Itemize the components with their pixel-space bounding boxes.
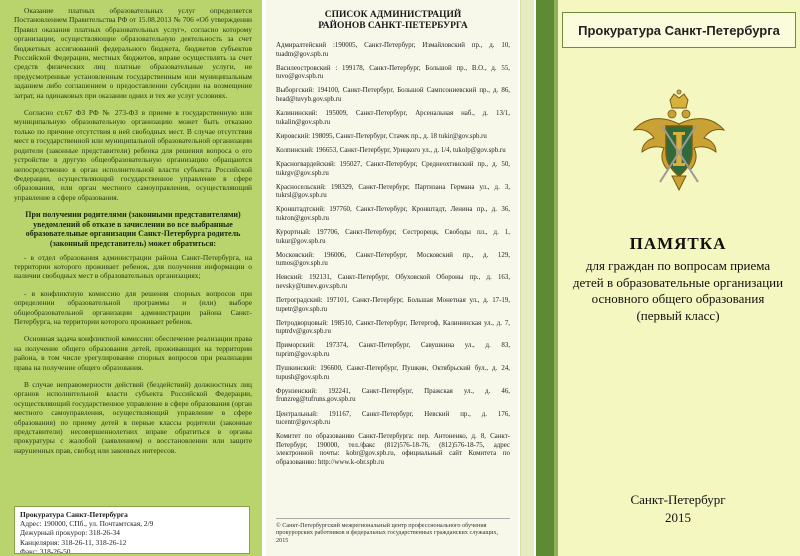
district-entry: Приморский: 197374, Санкт-Петербург, Савушкина ул., д. 83, tuprim@gov.spb.ru	[276, 342, 510, 359]
paragraph: Основная задача конфликтной комиссии: обеспечение реализации права на получение общего образования детей, проживающих на территории района, в том числе урегулирование спорных вопросов при реализации права на получение общего образования.	[14, 334, 252, 372]
list-title	[276, 10, 510, 32]
list-item: - в отдел образования администрации района Санкт-Петербурга, на территории которого проживает ребенок, для получения информации о наличии свободных мест в образовательных организациях;	[14, 252, 252, 281]
contact-office: Канцелярия: 318-26-11, 318-26-12	[20, 537, 127, 547]
contact-title: Прокуратура Санкт-Петербурга	[20, 510, 128, 519]
paragraph: Оказание платных образовательных услуг определяется Постановлением Правительства РФ от 15.08.2013 № 706 «Об утверждении Правил оказания платных образовательных услуг», согласно которому организации, осуществляющие образовательную деятельность за счет бюджетных ассигнований федерального бюджета, бюджетов субъектов Российской Федерации, местных бюджетов, вправе осуществлять за счет средств физических лиц платные образовательные услуги, не предусмотренные установленным государственным или муниципальным заданием либо соглашением о предоставлении субсидии на возмещение затрат, на одинаковых при оказании одних и тех же услуг условиях.	[14, 6, 252, 100]
district-entry: Калининский: 195009, Санкт-Петербург, Арсенальная наб., д. 13/1, tukalin@gov.spb.ru	[276, 110, 510, 126]
district-entry: Невский: 192131, Санкт-Петербург, Обуховской Обороны пр., д. 163, nevsky@tunev.gov.spb.ru	[276, 274, 510, 290]
contact-fax: Факс: 318-26-50	[20, 546, 71, 554]
memo-subtitle: для граждан по вопросам приема детей в образовательные организации основного общего образования (первый класс)	[572, 258, 784, 323]
district-entry: Пушкинский: 196600, Санкт-Петербург, Пушкин, Октябрьский бул., д. 24, tupush@gov.spb.ru	[276, 365, 510, 381]
cover-panel	[536, 0, 800, 556]
committee-entry: Комитет по образованию Санкт-Петербурга: пер. Антоненко, д. 8, Санкт-Петербург, 190000, тел./факс (812)576-18-76, (812)576-18-75, адрес электронной почты: kobr@gov.spb.ru, официальный сайт Комитета по образованию: http://www.k-obr.spb.ru	[276, 433, 510, 466]
paragraph: Согласно ст.67 ФЗ РФ № 273-ФЗ в приеме в государственную или муниципальную образовательную организацию может быть отказано только по причине отсутствия в ней свободных мест. В случае отсутствия мест в государственной или муниципальной образовательной организации родители (законные представители) ребенка для решения вопроса о его устройстве в другую общеобразовательную организацию обращаются непосредственно в орган исполнительной власти субъекта Российской Федерации, осуществляющий государственное управление в сфере образования, или орган местного самоуправления, осуществляющий управление в сфере образования.	[14, 108, 252, 202]
district-entry: Адмиралтейский :190005, Санкт-Петербург, Измайловский пр., д. 10, tuadm@gov.spb.ru	[276, 42, 510, 58]
district-entry: Курортный: 197706, Санкт-Петербург, Сестрорецк, Свободы пл., д. 1, tukur@gov.spb.ru	[276, 229, 510, 245]
contact-duty: Дежурный прокурор: 318-26-34	[20, 528, 120, 538]
fold-strip	[520, 0, 534, 556]
middle-panel	[266, 0, 518, 556]
district-entry: Выборгский: 194100, Санкт-Петербург, Большой Сампсониевский пр., д. 86, head@tuvyb.gov.spb.ru	[276, 87, 510, 103]
city: Санкт-Петербург	[630, 492, 726, 507]
left-panel	[0, 0, 262, 556]
contact-address: Адрес: 190000, СПб., ул. Почтамтская, 2/9	[20, 519, 154, 529]
year: 2015	[665, 510, 691, 525]
district-entry: Московский: 196006, Санкт-Петербург, Московский пр., д. 129, tumos@gov.spb.ru	[276, 251, 510, 268]
district-entry: Кировский: 198095, Санкт-Петербург, Стачек пр., д. 18 tukir@gov.spb.ru	[276, 132, 487, 140]
district-entry: Петроградский: 197101, Санкт-Петербург, Большая Монетная ул., д. 17-19, tupetr@gov.spb.ru	[276, 297, 510, 313]
contact-box	[14, 506, 250, 554]
district-entry: Петродворцовый: 198510, Санкт-Петербург, Петергоф, Калининская ул., д. 7, tuptrdv@gov.spb.ru	[276, 319, 510, 336]
list-item: - в конфликтную комиссию для решения спорных вопросов при определении образовательной программы и (или) выборе общеобразовательной организации администрации района Санкт-Петербурга, на территории которого проживает ребенок.	[14, 288, 252, 326]
paragraph: В случае неправомерности действий (бездействий) должностных лиц органов исполнительной власти субъекта Российской Федерации, осуществляющий государственное управление в сфере образования (орган местного самоуправления, осуществляющий управление в сфере образования) по приему детей в первые классы родители (законные представители) несовершеннолетних вправе обратиться в органы прокуратуры с жалобой (заявлением) о восстановлении или защите нарушенных прав, свобод или законных интересов.	[14, 379, 252, 455]
section-heading: При получении родителями (законными представителями) уведомлений об отказе в зачислении во все выбранные образовательные организации Санкт-Петербурга родитель (законный представитель) может обратиться:	[25, 210, 241, 248]
district-entry: Центральный: 191167, Санкт-Петербург, Невский пр., д. 176, tucentr@gov.spb.ru	[276, 410, 510, 427]
green-bar-light	[554, 0, 558, 556]
cover-header: Прокуратура Санкт-Петербурга	[562, 12, 796, 48]
green-bar	[536, 0, 554, 556]
district-entry: Красносельский: 198329, Санкт-Петербург, Партизана Германа ул., д. 3, tukrsl@gov.spb.ru	[276, 183, 510, 200]
district-entry: Колпинский: 196653, Санкт-Петербург, Урицкого ул., д. 1/4, tukolp@gov.spb.ru	[276, 146, 506, 154]
list-title-line1: СПИСОК АДМИНИСТРАЦИЙ	[324, 10, 462, 20]
district-entry: Кронштадтский: 197760, Санкт-Петербург, Кронштадт, Ленина пр., д. 36, tukron@gov.spb.ru	[276, 206, 510, 222]
district-entry: Василеостровский : 199178, Санкт-Петербург, Большой пр., В.О., д. 55, tuvo@gov.spb.ru	[276, 64, 510, 81]
list-title-line2: РАЙОНОВ САНКТ-ПЕТЕРБУРГА	[318, 21, 468, 31]
memo-title: ПАМЯТКА	[629, 234, 727, 253]
prosecutor-eagle-emblem-icon	[624, 86, 734, 196]
footnote: © Санкт-Петербургский межрегиональный центр профессионального обучения прокурорских работников и федеральных государственных гражданских служащих, 2015	[276, 518, 510, 544]
district-entry: Красногвардейский: 195027, Санкт-Петербург, Среднеохтинский пр., д. 50, tukrgv@gov.spb.ru	[276, 160, 510, 177]
district-entry: Фрунзенский: 192241, Санкт-Петербург, Пражская ул., д. 46, frunzreg@tufruns.gov.spb.ru	[276, 387, 510, 404]
